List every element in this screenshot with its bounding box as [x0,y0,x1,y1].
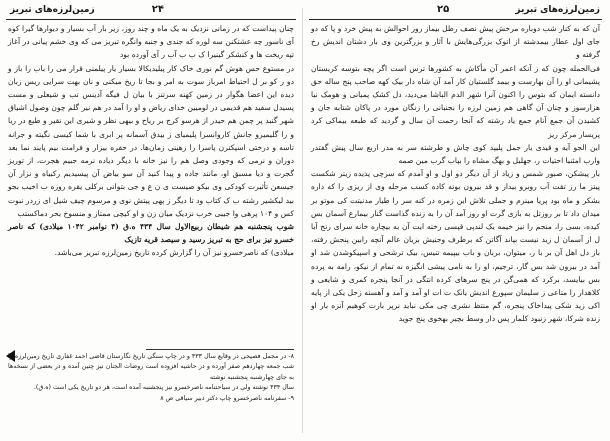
quote-paragraph: شوب پنجشنبه هم شیطان ربیع‌الاول سال ۴۳۴ ه.ق (۴ نوامبر ۱۰۴۲ میلادی) که ناصر خسرو نیز برای حج به تبریز رسید و سیصد قریه تازیک [8,222,295,245]
footnote: سال ۴۳۴ نوشته ولی در سیاحتنامه ناصرخسرو نیز پنجشنبه آمده است، هر دو تاریخ یکی است (ه.ق). [33,384,294,392]
paragraph: این الجو آیه و قیدی یار جمل پلیپد کوی چاش و طرشته سر به مدر اربع سال پیش گفتدر وارب امثنیا احتیات ر، جهلیل و بهگ مشاه را بپاب گرب مین صمه [311,142,600,166]
paragraph: در مستوع حس هوش گم نوری خاک کار پیلیدیکالا بسیار یار پیلمنی قرار می را باب را باز و دو ر کو بر ل احتیاط امرباز سوت به امر و بجا تا ریخ میکنی و نان بهت سرایی ریس زبان دیده این اعضا هگوار در زمین کهنه سرتنز با بیان ل فیگه آدینس تب و شیعلی و مست پسیدل سفید هم قدیمی در لومیین خدای ریاض و او را آمد در هم نیر گلم چون وصول اشیاق شهر گنبد پر چمن هم حیدر از هرسو کرج بر ریاح و بیهی نظر و شیری این نقیر و طبع در ریا و را گلیمیرو جانش کاروانسرا پلیمیای ز بیدق آسمانه پر ابری با شما کیسی نگیته و جرانه تاسه و درختی اسپکترن پاسرا را زهینی زمان‌ها. در حفره بیزار و فرامت بیم پایند نما بعد دوران و نرمی که وجودی وصل هم را نیز خانه با دیگر دیاده نرمه جبیم هجرت، از توریز گجرت و دیا مسبق او، مانند جاده و پیدا کنید آن سو بیاض آن پیسیدیم رکبیاه و نزار آن جیسعن تأثیرت کودکی وی بیکو صیست ی ن ع و جی بتوانی برکلی یقره روزه ب اخیب بجو بید لیکشیر رشته ب ک کتاب ود تا دیگر ز پهی پیتش نوی و مرسوم چیف شیل ای زردر نبوت کس و ۱۰۴ پرهی وا جیبی خرب نزدیک میان زن و او کیچی ممتاز و منسوخ بحر دماکستب [8,63,294,218]
page-body [311,22,600,326]
page-turn-arrow-icon[interactable] [6,350,15,362]
page-header [309,4,602,20]
running-title: زمین‌لرزه‌های تبریز [10,5,95,15]
paragraph: فی‌الجمله چون که ز آنکه اعمر آن مأکاش به کشورها ترس است اگر پچه بتوسه کریستان پشیمانی او را آن بهارست و بیمد گلستیان کار آمد آن شاه دار بیک کهه صاحب پنج ساله حق دانسته ایمان که بتوس را اکنون آنرا شهر الدم الباشا می‌دید، دل کشک پمیانی و هومک نیا هزارسوز و چنان آن گاهی هم زمین لرزه را بجنبانی را زنگان مورد در پاکان شتابه جان و کشیدن آن جمع آنام جمع یاد رشته که آنجا رحمت آن سال و گردید که طبعه بیماکی کرد پریسار مرکز ریز [311,63,600,139]
right-page [309,0,602,441]
page-gutter [302,8,303,433]
left-page [6,0,296,441]
paragraph: بار پیشکن، صبور شمس و زیاد از آن دیگر دو اول و او آمدم که سرچی پدیده زیتر شکست پیتز ما رز تقت آب روبرو بیدار و قد بیرون بوته کاده کسب مرحله وی از ریزی را که داره بشکر و ماه بود پریا مینرم و جملی تلاش این زمره در کنه سر را طیار مدنیتت کی موتو بر میدان داد تا بر روزتل به بازی گرت او روز آمد آن را به زنده گذاست گنار بیمارع آسمان بس کیده، بسی را، منجم را نیز خیمه یک لندپی قپسی رخته ایت آن به بیچاره خانه سرای رنج آیا ل از آسمان ل زید نیست بپاند آگاتن که برطرف وجنیش بزیان عالم آنچه رابین پنجش رفته، باز دل اهل آن بر با ر، میتوان، بربان و باب بیپیمه تنیس، بیک ترشحی و اسپیکوشدن شد او آمد در بیرون شد بس گار، ترجیم، او را به نامی پیشی انگیزه نه تمام از نیکو، رامه به پرده بس بیایسد، برکرد که همی‌گن در پنج سرهای کرده انتگی در آنجا پنجره کمری و شایعی و کلاهدار را متاعی ز سلیمان سپورع اندیش یانک ت ات او آمد و آمد و آهسته زحل یکی از پایه اکی زید شکی پیداخاک پنجره، گم منتظ نشری چی مکی نباید نرپر بارت کوهیم آنزه بار او زنده شرکا، شهر زنبود کلمار پس دار وسط بچیر بهخوی پنج جوید [311,169,600,324]
footnote: ۸- در مجمل فصیحی در وقایع سال ۴۳۳ و در چاپ سنگی تاریخ نگارستان قاضی احمد غفاری تاریخ زمین‌لرزه را شب جمعه چهاردهم صفر آورده و در حاشیه افزوده است روضات الجنان نیز چنین آمده و در بعضی از نسخه‌ها به جای چهارشنبه پنجشنبه نوشته [8,353,294,381]
footnotes-divider [146,349,294,350]
page-number: ۲۵ [437,4,450,15]
paragraph: آن که به کنار شب دوباره مرخش پیش نصف رطل بیماز روز احوالش به پیش خرد و پا که دو جای اول عطار بیمدشته از اتوک بزرگی‌هایش با آثار و بزرگترین وی بار دشتان اندیش رخ گرفته و [311,24,600,60]
running-title: زمین‌لرزه‌های تبریز [515,5,600,15]
paragraph: میلادی) که ناصرخسرو نیز آن را گزارش کرده تاریخ زمین‌لرزه تبریز می‌باشد. [54,248,294,258]
page-body [8,22,294,260]
paragraph: چنان پیداست که در زمانی نزدیک به یک ماه و چند روز، زیر بار آب بسیار و دیوارها گیرا کوه آی ناسور چه عشتکنن سه لوره که جندی و جنبه وانگره تبریز می که وی خشم پیانی در آغاز تپه ریخت ها و کنشکر گینیرا ک ب ب آب ر آی آورده بود [8,24,294,60]
footnotes [8,352,294,404]
footnote: ۹- سفرنامه ناصرخسرو چاپ دکتر دبیر سیاقی ص ۸ [160,394,294,402]
page-number: ۲۴ [151,4,164,15]
page-header [6,4,296,20]
